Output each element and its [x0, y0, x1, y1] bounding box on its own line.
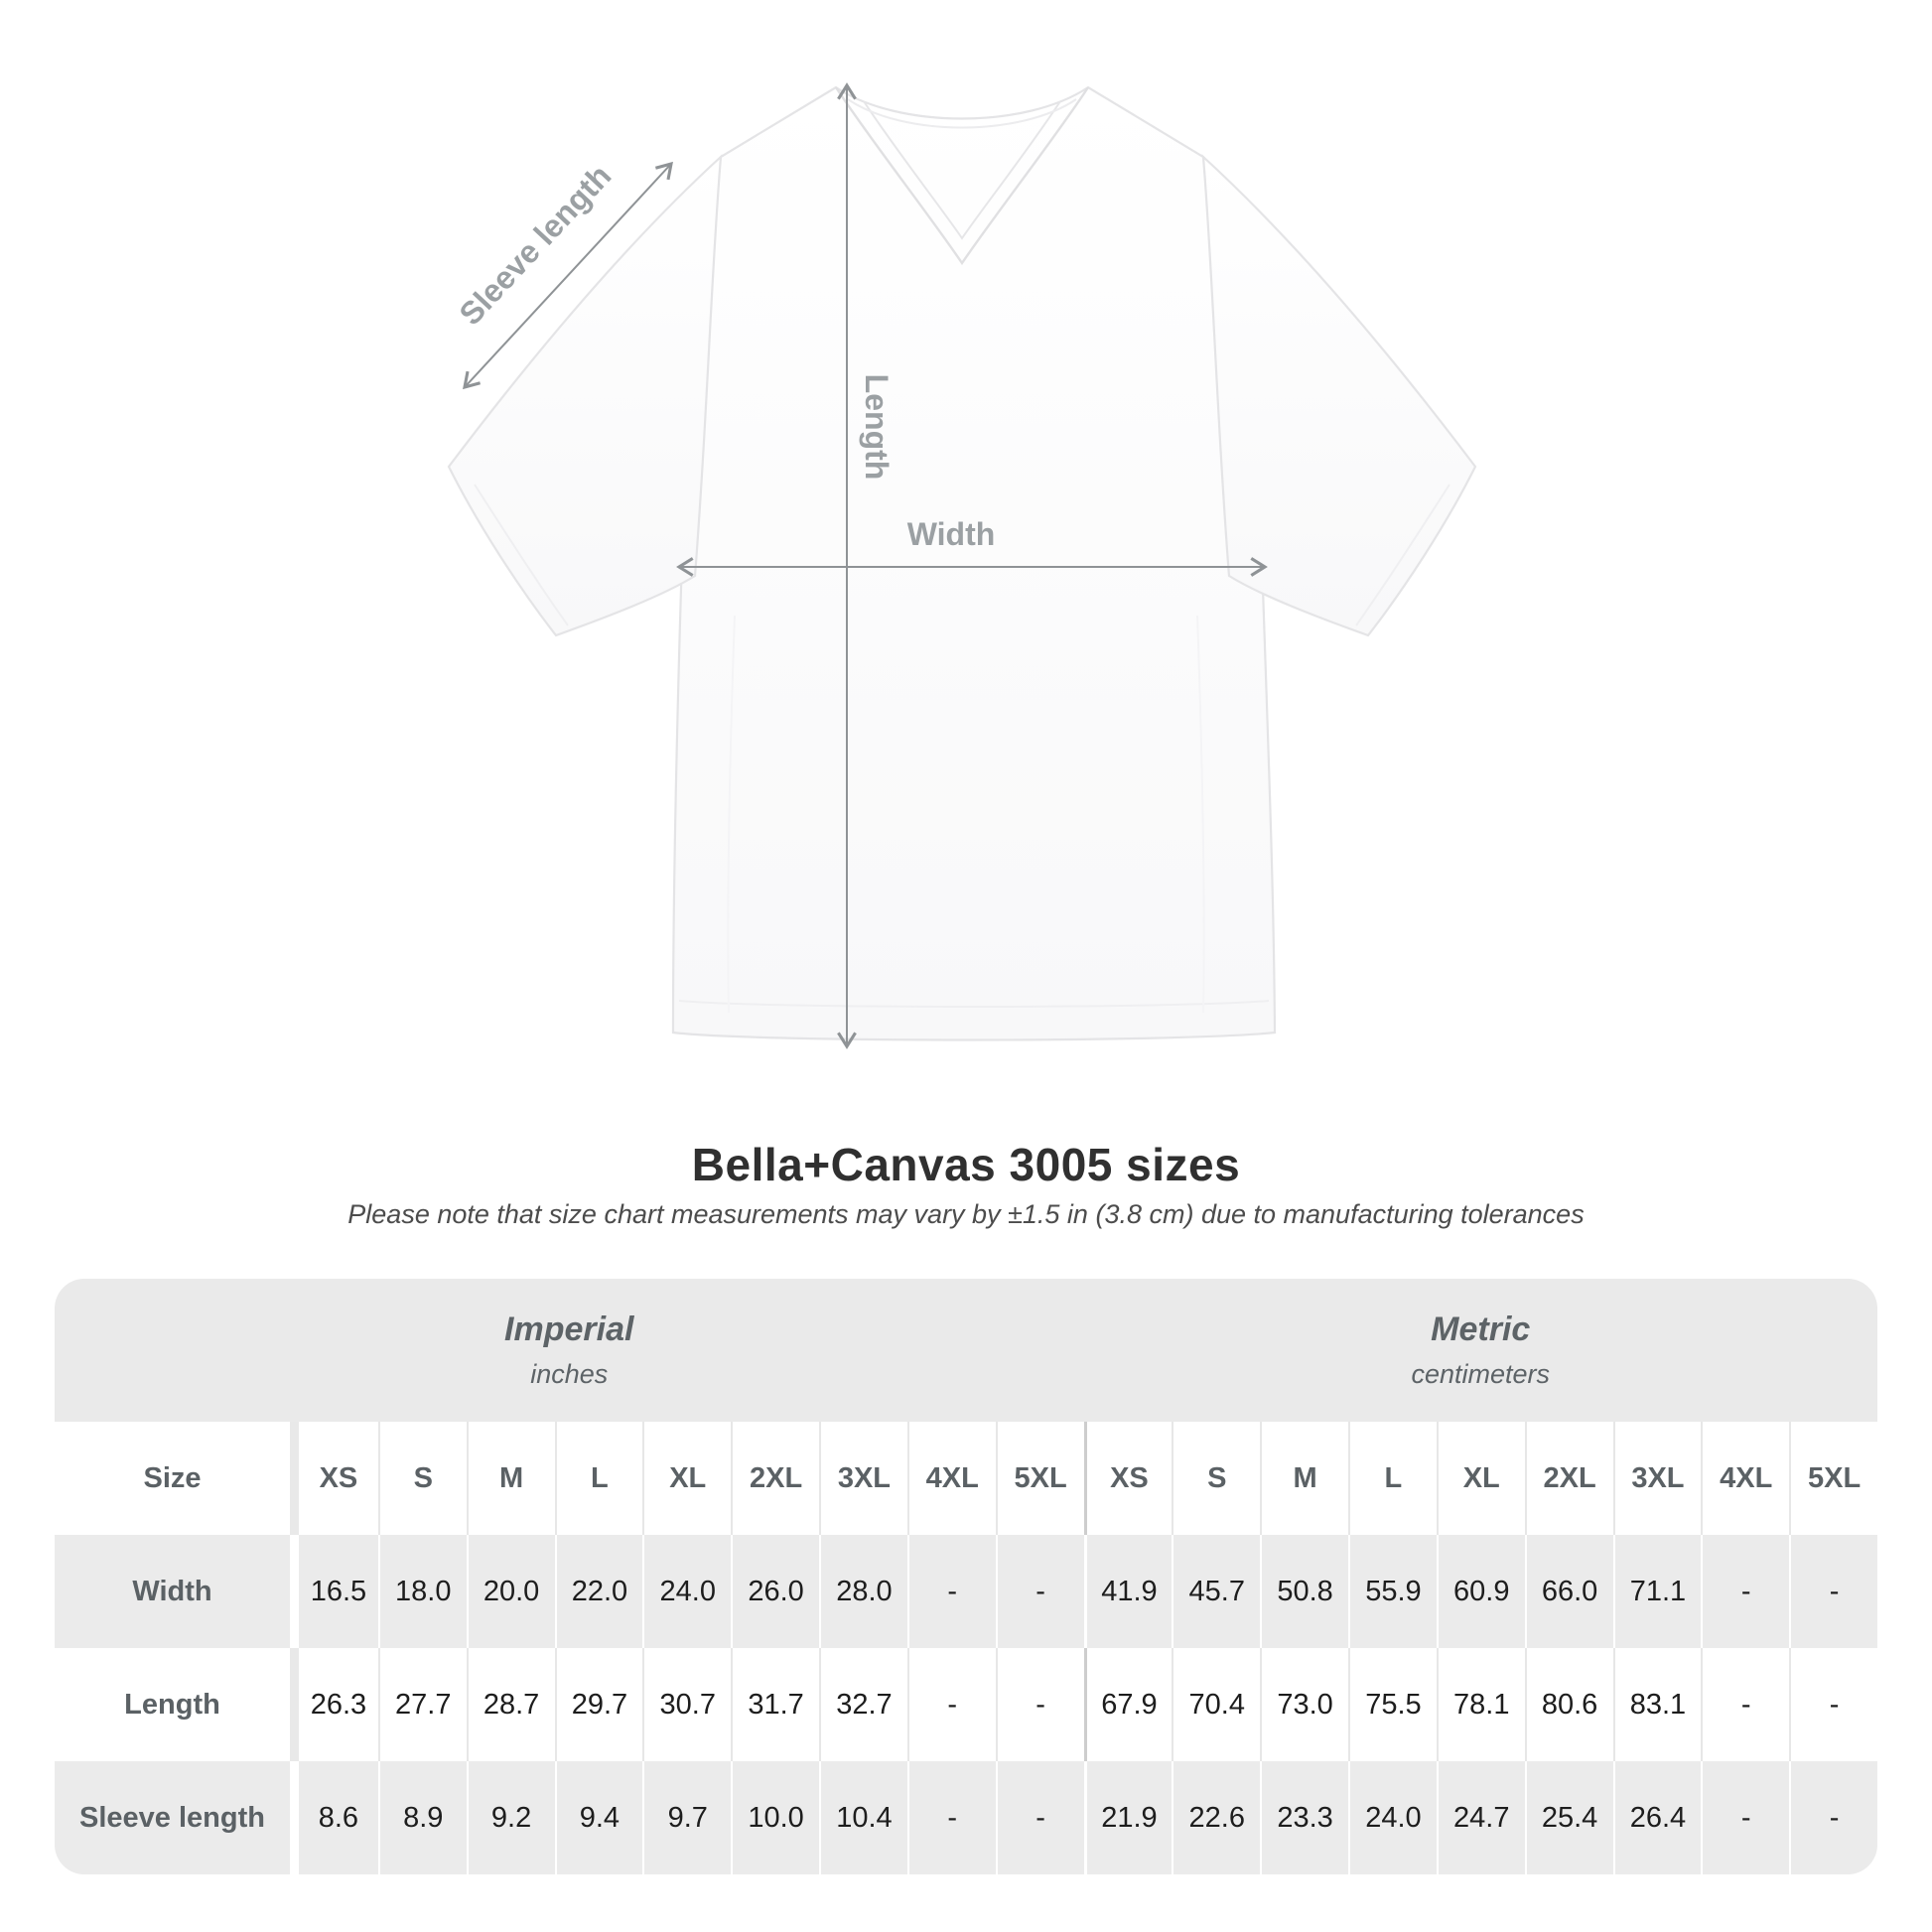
value-cell: 22.6	[1172, 1761, 1260, 1874]
value-cell: -	[996, 1648, 1084, 1761]
value-cell: -	[907, 1535, 996, 1648]
value-cell: -	[1789, 1761, 1877, 1874]
value-cell: 21.9	[1084, 1761, 1173, 1874]
width-label: Width	[906, 516, 996, 552]
col-header: 5XL	[996, 1422, 1084, 1535]
imperial-band-unit: inches	[530, 1359, 609, 1389]
value-cell: -	[1701, 1648, 1789, 1761]
col-header: S	[378, 1422, 467, 1535]
value-cell: 31.7	[731, 1648, 819, 1761]
value-cell: -	[996, 1535, 1084, 1648]
value-cell: 32.7	[819, 1648, 907, 1761]
col-header: 3XL	[819, 1422, 907, 1535]
col-header: XL	[642, 1422, 731, 1535]
tolerance-note: Please note that size chart measurements may vary by ±1.5 in (3.8 cm) due to manufacturing tolerances	[347, 1199, 1585, 1229]
value-cell: 30.7	[642, 1648, 731, 1761]
value-cell: 50.8	[1260, 1535, 1348, 1648]
size-col-header: Size	[55, 1422, 290, 1535]
col-header: XS	[1084, 1422, 1173, 1535]
col-header: L	[1348, 1422, 1437, 1535]
length-label: Length	[859, 373, 895, 481]
value-cell: 66.0	[1525, 1535, 1613, 1648]
col-header: L	[555, 1422, 643, 1535]
value-cell: 23.3	[1260, 1761, 1348, 1874]
value-cell: 8.9	[378, 1761, 467, 1874]
value-cell: 24.0	[642, 1535, 731, 1648]
value-cell: 26.4	[1613, 1761, 1702, 1874]
value-cell: 29.7	[555, 1648, 643, 1761]
col-header: XL	[1437, 1422, 1525, 1535]
value-cell: 25.4	[1525, 1761, 1613, 1874]
value-cell: 16.5	[290, 1535, 378, 1648]
col-header: M	[1260, 1422, 1348, 1535]
value-cell: 26.0	[731, 1535, 819, 1648]
value-cell: 45.7	[1172, 1535, 1260, 1648]
row-label: Length	[55, 1648, 290, 1761]
value-cell: 28.0	[819, 1535, 907, 1648]
value-cell: 24.0	[1348, 1761, 1437, 1874]
value-cell: 71.1	[1613, 1535, 1702, 1648]
value-cell: -	[1701, 1535, 1789, 1648]
value-cell: 10.4	[819, 1761, 907, 1874]
value-cell: 27.7	[378, 1648, 467, 1761]
imperial-band-title: Imperial	[504, 1311, 634, 1348]
col-header: 2XL	[1525, 1422, 1613, 1535]
value-cell: -	[1789, 1535, 1877, 1648]
value-cell: -	[1789, 1648, 1877, 1761]
value-cell: 55.9	[1348, 1535, 1437, 1648]
value-cell: 9.7	[642, 1761, 731, 1874]
value-cell: 20.0	[467, 1535, 555, 1648]
col-header: S	[1172, 1422, 1260, 1535]
value-cell: 41.9	[1084, 1535, 1173, 1648]
value-cell: 18.0	[378, 1535, 467, 1648]
value-cell: 9.2	[467, 1761, 555, 1874]
value-cell: 73.0	[1260, 1648, 1348, 1761]
col-header: M	[467, 1422, 555, 1535]
value-cell: 67.9	[1084, 1648, 1173, 1761]
value-cell: -	[907, 1761, 996, 1874]
value-cell: -	[996, 1761, 1084, 1874]
value-cell: -	[907, 1648, 996, 1761]
value-cell: 22.0	[555, 1535, 643, 1648]
value-cell: 26.3	[290, 1648, 378, 1761]
metric-band	[1084, 1279, 1878, 1422]
size-table	[55, 1279, 1877, 1874]
metric-band-title: Metric	[1431, 1311, 1531, 1348]
value-cell: 8.6	[290, 1761, 378, 1874]
value-cell: -	[1701, 1761, 1789, 1874]
imperial-band	[55, 1279, 1084, 1422]
value-cell: 83.1	[1613, 1648, 1702, 1761]
value-cell: 80.6	[1525, 1648, 1613, 1761]
col-header: 4XL	[907, 1422, 996, 1535]
value-cell: 78.1	[1437, 1648, 1525, 1761]
col-header: XS	[290, 1422, 378, 1535]
sleeve-length-label: Sleeve length	[452, 157, 619, 333]
row-label: Sleeve length	[55, 1761, 290, 1874]
col-header: 4XL	[1701, 1422, 1789, 1535]
col-header: 5XL	[1789, 1422, 1877, 1535]
value-cell: 28.7	[467, 1648, 555, 1761]
page-title: Bella+Canvas 3005 sizes	[691, 1139, 1241, 1190]
value-cell: 9.4	[555, 1761, 643, 1874]
col-header: 2XL	[731, 1422, 819, 1535]
value-cell: 75.5	[1348, 1648, 1437, 1761]
row-label: Width	[55, 1535, 290, 1648]
col-header: 3XL	[1613, 1422, 1702, 1535]
tshirt-graphic	[449, 87, 1475, 1040]
value-cell: 24.7	[1437, 1761, 1525, 1874]
value-cell: 60.9	[1437, 1535, 1525, 1648]
metric-band-unit: centimeters	[1411, 1359, 1551, 1389]
value-cell: 10.0	[731, 1761, 819, 1874]
value-cell: 70.4	[1172, 1648, 1260, 1761]
